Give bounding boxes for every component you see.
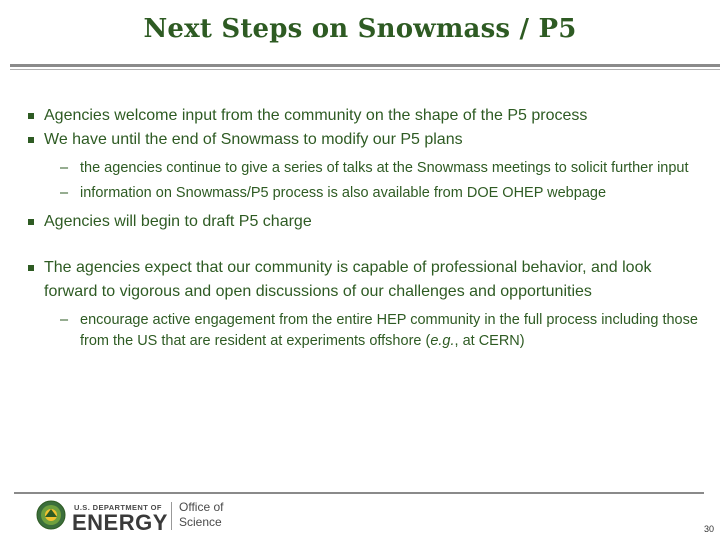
bullet-item (26, 210, 706, 234)
slide-title: Next Steps on Snowmass / P5 (143, 14, 577, 44)
doe-energy-label: ENERGY (72, 510, 168, 535)
office-line-1: Office of (179, 500, 224, 514)
dash-bullet-icon: – (60, 185, 69, 201)
footer-rule (14, 492, 704, 494)
bullet-item (26, 104, 706, 128)
slide-body (26, 104, 706, 352)
title-rule (10, 64, 720, 67)
sub-bullet-text: information on Snowmass/P5 process is also available from DOE OHEP webpage (80, 185, 607, 201)
square-bullet-icon (28, 265, 34, 271)
sub-bullet-item (26, 158, 706, 179)
square-bullet-icon (28, 219, 34, 225)
sub-bullet-text: encourage active engagement from the entire HEP community in the full process including those from the US that are resident at experiments offshore ( (80, 312, 698, 349)
sub-bullet-item (26, 310, 706, 352)
sub-bullet-item (26, 183, 706, 204)
doe-seal-icon (36, 500, 66, 530)
bullet-text: The agencies expect that our community is capable of professional behavior, and look forward to vigorous and open discussions of our challenges and opportunities (44, 259, 652, 300)
office-of-science-label (179, 500, 223, 530)
bullet-text: We have until the end of Snowmass to modify our P5 plans (44, 131, 463, 148)
bullet-text: Agencies welcome input from the community on the shape of the P5 process (44, 107, 588, 124)
eg-abbreviation: e.g. (430, 333, 455, 349)
sub-bullet-text-end: , at CERN) (454, 333, 525, 349)
doe-department-label: U.S. DEPARTMENT OF (74, 503, 162, 512)
sub-bullet-text: the agencies continue to give a series of talks at the Snowmass meetings to solicit further input (80, 160, 689, 176)
logo-divider (171, 502, 172, 530)
title-rule-thin (10, 69, 720, 70)
page-number: 30 (703, 524, 714, 534)
square-bullet-icon (28, 113, 34, 119)
office-line-2: Science (179, 515, 222, 529)
bullet-item (26, 128, 706, 152)
bullet-text: Agencies will begin to draft P5 charge (44, 213, 312, 230)
dash-bullet-icon: – (60, 312, 69, 328)
square-bullet-icon (28, 137, 34, 143)
bullet-item (26, 256, 706, 304)
dash-bullet-icon: – (60, 160, 69, 176)
